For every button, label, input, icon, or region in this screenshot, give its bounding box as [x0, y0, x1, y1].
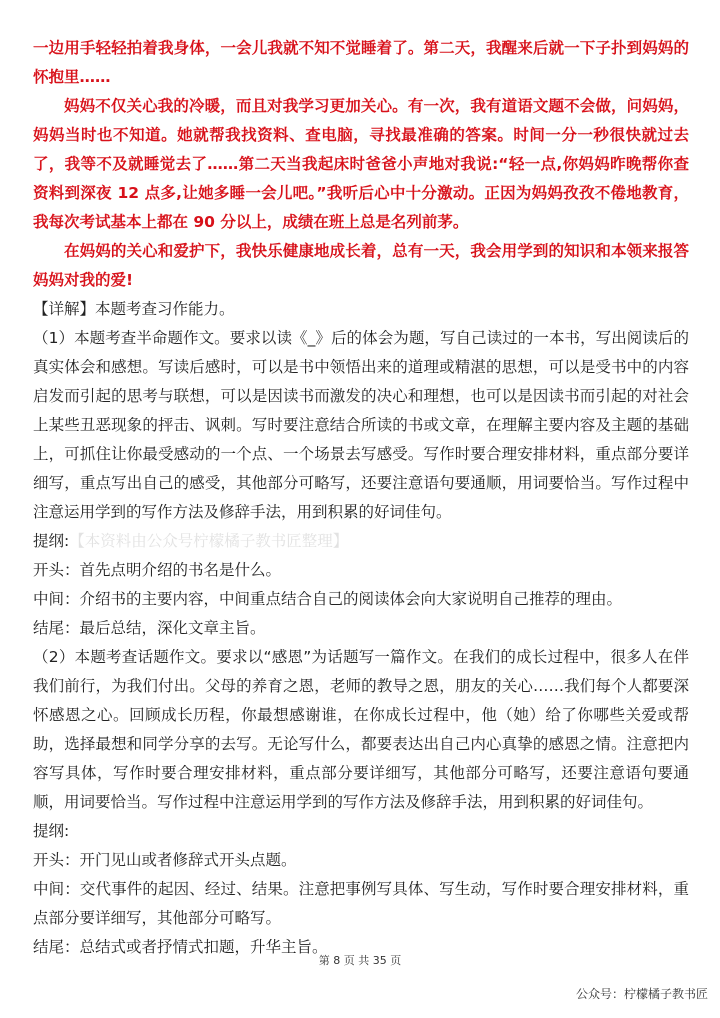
analysis-header: 【详解】本题考查习作能力。: [33, 300, 235, 318]
analysis-part-2: （2）本题考查话题作文。要求以“感恩”为话题写一篇作文。在我们的成长过程中，很多人在伴我们前行，为我们付出。父母的养育之恩，老师的教导之恩，朋友的关心……我们每个人都要深怀感恩之心。回顾成长历程，你最想感谢谁，在你成长过程中，他（她）给了你哪些关爱或帮助，选择最想和同学分享的去写。无论写什么，都要表达出自己内心真挚的感恩之情。注意把内容写具体，写作时要合理安排材料，重点部分要详细写，其他部分可略写，还要注意语句要通顺，用词要恰当。写作过程中注意运用学到的写作方法及修辞手法，用到积累的好词佳句。: [33, 648, 689, 811]
outline-1-label: 提纲:: [33, 532, 70, 550]
outline-2-end: 结尾：总结式或者抒情式扣题，升华主旨。: [33, 938, 328, 956]
outline-2-middle: 中间：交代事件的起因、经过、结果。注意把事例写具体、写生动，写作时要合理安排材料，重点部分要详细写，其他部分可略写。: [33, 880, 689, 927]
page-content: [33, 34, 689, 962]
outline-1-end: 结尾：最后总结，深化文章主旨。: [33, 619, 266, 637]
outline-2-label: 提纲:: [33, 822, 70, 840]
outline-1-start: 开头：首先点明介绍的书名是什么。: [33, 561, 282, 579]
watermark-text: 【本资料由公众号柠檬橘子教书匠整理】: [69, 532, 349, 550]
essay-paragraph-2: 妈妈不仅关心我的冷暖，而且对我学习更加关心。有一次，我有道语文题不会做，问妈妈，妈妈当时也不知道。她就帮我找资料、查电脑，寻找最准确的答案。时间一分一秒很快就过去了，我等不及就睡觉去了……第二天当我起床时爸爸小声地对我说:“轻一点,你妈妈昨晚帮你查资料到深夜 12 点多,让她多睡一会儿吧。”我听后心中十分激动。正因为妈妈孜孜不倦地教育，我每次考试基本上都在 90 分以上，成绩在班上总是名列前茅。: [33, 97, 689, 231]
analysis-part-1: （1）本题考查半命题作文。要求以读《_》后的体会为题，写自己读过的一本书，写出阅读后的真实体会和感想。写读后感时，可以是书中领悟出来的道理或精湛的思想，可以是受书中的内容启发而引起的思考与联想，可以是因读书而激发的决心和理想，也可以是因读书而引起的对社会上某些丑恶现象的抨击、讽刺。写时要注意结合所读的书或文章，在理解主要内容及主题的基础上，可抓住让你最受感动的一个点、一个场景去写感受。写作时要合理安排材料，重点部分要详细写，重点写出自己的感受，其他部分可略写，还要注意语句要通顺，用词要恰当。写作过程中注意运用学到的写作方法及修辞手法，用到积累的好词佳句。: [33, 329, 689, 521]
essay-paragraph-1: 一边用手轻轻拍着我身体，一会儿我就不知不觉睡着了。第二天，我醒来后就一下子扑到妈妈的怀抱里……: [33, 39, 689, 86]
outline-1-middle: 中间：介绍书的主要内容，中间重点结合自己的阅读体会向大家说明自己推荐的理由。: [33, 590, 623, 608]
outline-1-line: [33, 527, 689, 556]
outline-2-start: 开头：开门见山或者修辞式开头点题。: [33, 851, 297, 869]
page-number: 第 8 页 共 35 页: [318, 954, 402, 967]
source-credit: 公众号：柠檬橘子教书匠: [575, 987, 708, 1001]
essay-paragraph-3: 在妈妈的关心和爱护下，我快乐健康地成长着，总有一天，我会用学到的知识和本领来报答妈妈对我的爱!: [33, 242, 689, 289]
